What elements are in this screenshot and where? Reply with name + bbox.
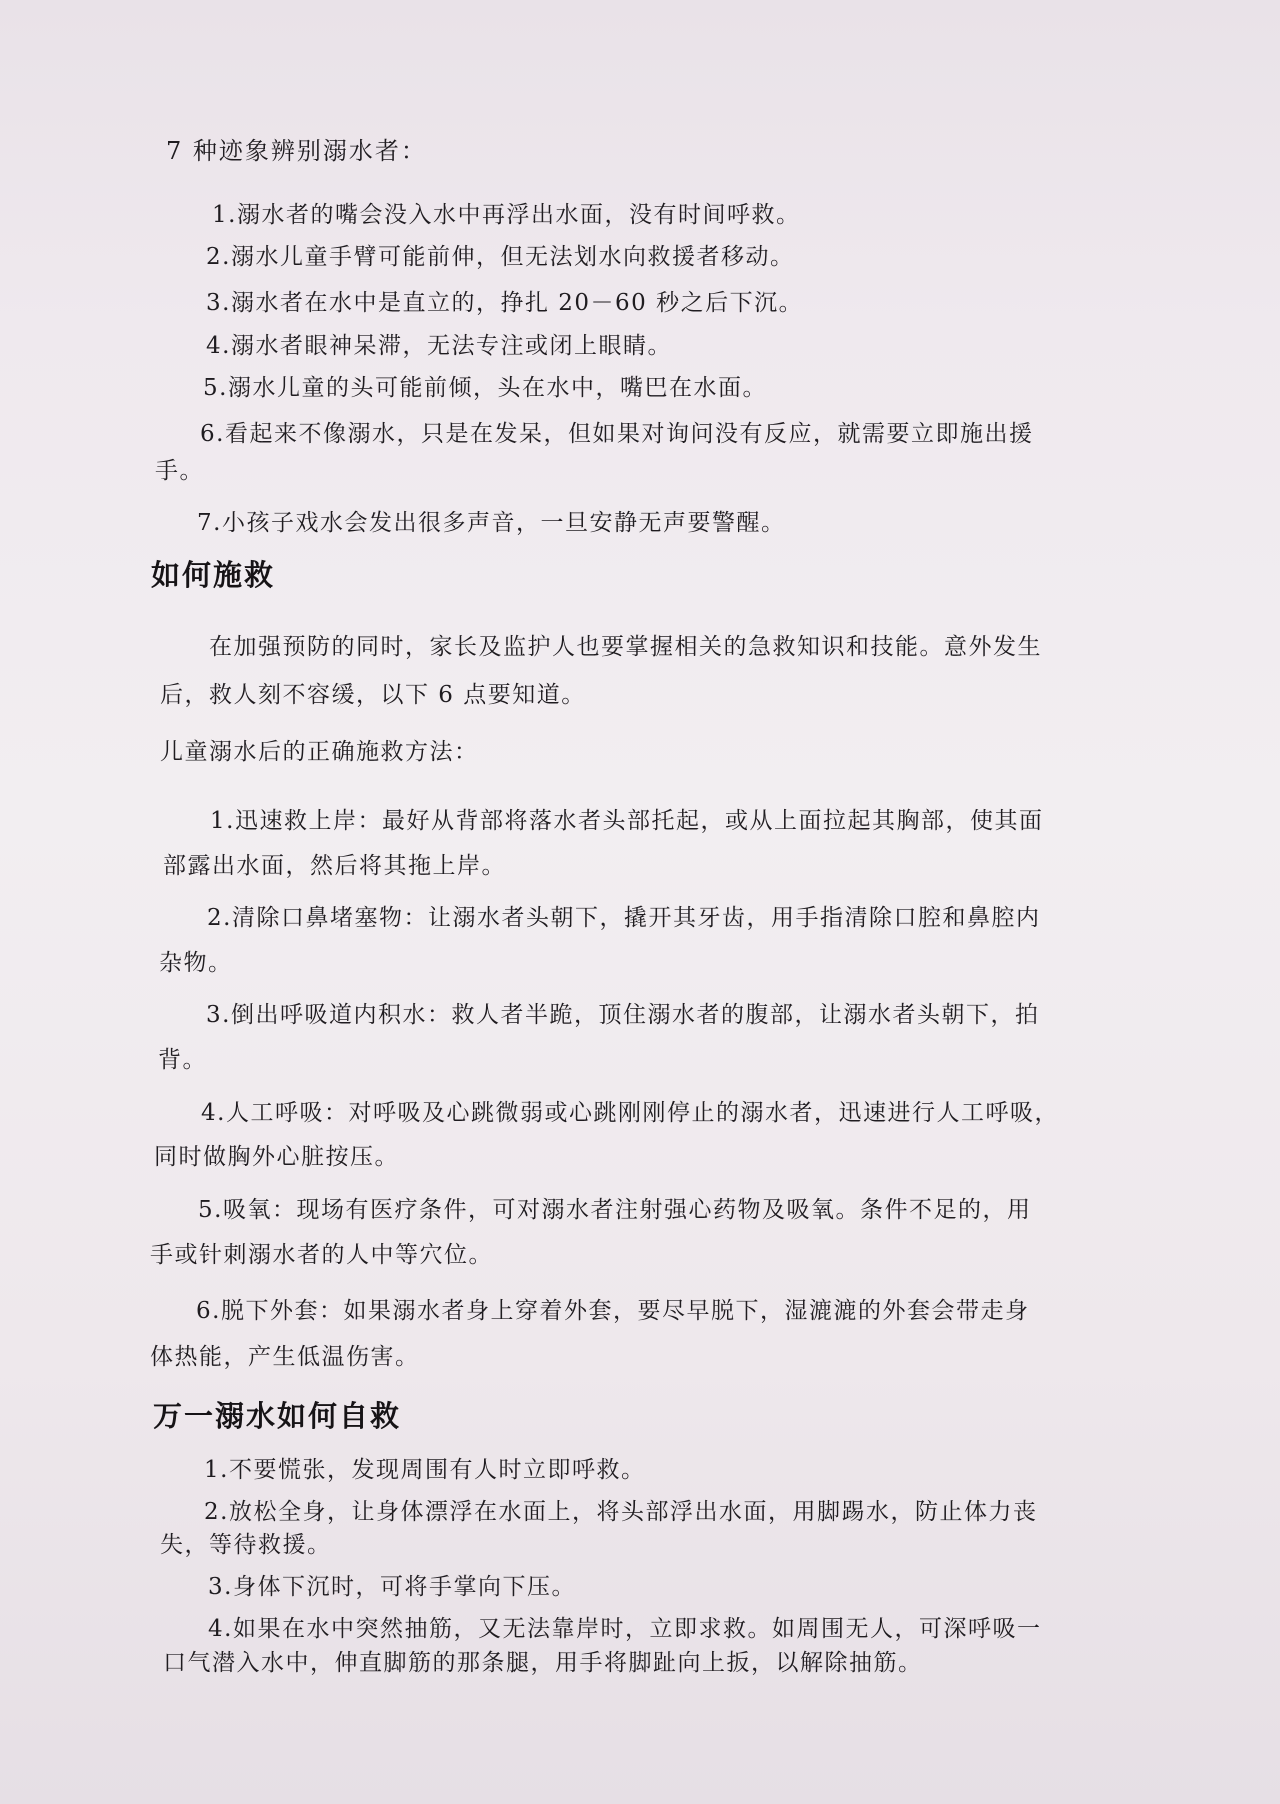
rescue-step-line: 4.人工呼吸：对呼吸及心跳微弱或心跳刚刚停止的溺水者，迅速进行人工呼吸， <box>201 1100 1059 1126</box>
sign-line: 手。 <box>155 458 204 484</box>
rescue-step-line: 1.迅速救上岸：最好从背部将落水者头部托起，或从上面拉起其胸部，使其面 <box>210 808 1044 834</box>
rescue-step-line: 背。 <box>158 1047 207 1073</box>
sign-line: 2.溺水儿童手臂可能前伸，但无法划水向救援者移动。 <box>206 244 795 270</box>
signs-title: 7 种迹象辨别溺水者： <box>166 137 427 165</box>
self-rescue-heading: 万一溺水如何自救 <box>153 1399 402 1433</box>
rescue-step-line: 6.脱下外套：如果溺水者身上穿着外套，要尽早脱下，湿漉漉的外套会带走身 <box>196 1298 1030 1324</box>
rescue-step-line: 杂物。 <box>159 950 233 976</box>
sign-line: 1.溺水者的嘴会没入水中再浮出水面，没有时间呼救。 <box>212 202 801 228</box>
self-rescue-line: 失，等待救援。 <box>160 1532 332 1558</box>
self-rescue-line: 1.不要慌张，发现周围有人时立即呼救。 <box>204 1457 646 1483</box>
rescue-intro-line: 后，救人刻不容缓，以下 6 点要知道。 <box>160 682 586 708</box>
sign-line: 4.溺水者眼神呆滞，无法专注或闭上眼睛。 <box>206 333 672 359</box>
rescue-step-line: 同时做胸外心脏按压。 <box>154 1144 399 1170</box>
self-rescue-line: 4.如果在水中突然抽筋，又无法靠岸时，立即求救。如周围无人，可深呼吸一 <box>208 1616 1042 1642</box>
rescue-intro-line: 在加强预防的同时，家长及监护人也要掌握相关的急救知识和技能。意外发生 <box>209 634 1042 660</box>
rescue-step-line: 部露出水面，然后将其拖上岸。 <box>163 853 506 879</box>
sign-line: 3.溺水者在水中是直立的，挣扎 20－60 秒之后下沉。 <box>206 290 804 316</box>
rescue-step-line: 3.倒出呼吸道内积水：救人者半跪，顶住溺水者的腹部，让溺水者头朝下，拍 <box>206 1002 1040 1028</box>
rescue-step-line: 5.吸氧：现场有医疗条件，可对溺水者注射强心药物及吸氧。条件不足的，用 <box>198 1197 1032 1223</box>
rescue-heading: 如何施救 <box>151 558 276 592</box>
self-rescue-line: 3.身体下沉时，可将手掌向下压。 <box>208 1574 576 1600</box>
self-rescue-line: 2.放松全身，让身体漂浮在水面上，将头部浮出水面，用脚踢水，防止体力丧 <box>204 1499 1038 1525</box>
sign-line: 6.看起来不像溺水，只是在发呆，但如果对询问没有反应，就需要立即施出援 <box>200 421 1034 447</box>
rescue-subtitle: 儿童溺水后的正确施救方法： <box>160 739 479 765</box>
self-rescue-line: 口气潜入水中，伸直脚筋的那条腿，用手将脚趾向上扳，以解除抽筋。 <box>163 1650 923 1676</box>
sign-line: 5.溺水儿童的头可能前倾，头在水中，嘴巴在水面。 <box>203 375 767 401</box>
rescue-step-line: 手或针刺溺水者的人中等穴位。 <box>150 1242 493 1268</box>
sign-line: 7.小孩子戏水会发出很多声音，一旦安静无声要警醒。 <box>197 510 786 536</box>
rescue-step-line: 2.清除口鼻堵塞物：让溺水者头朝下，撬开其牙齿，用手指清除口腔和鼻腔内 <box>207 905 1041 931</box>
rescue-step-line: 体热能，产生低温伤害。 <box>150 1344 420 1370</box>
